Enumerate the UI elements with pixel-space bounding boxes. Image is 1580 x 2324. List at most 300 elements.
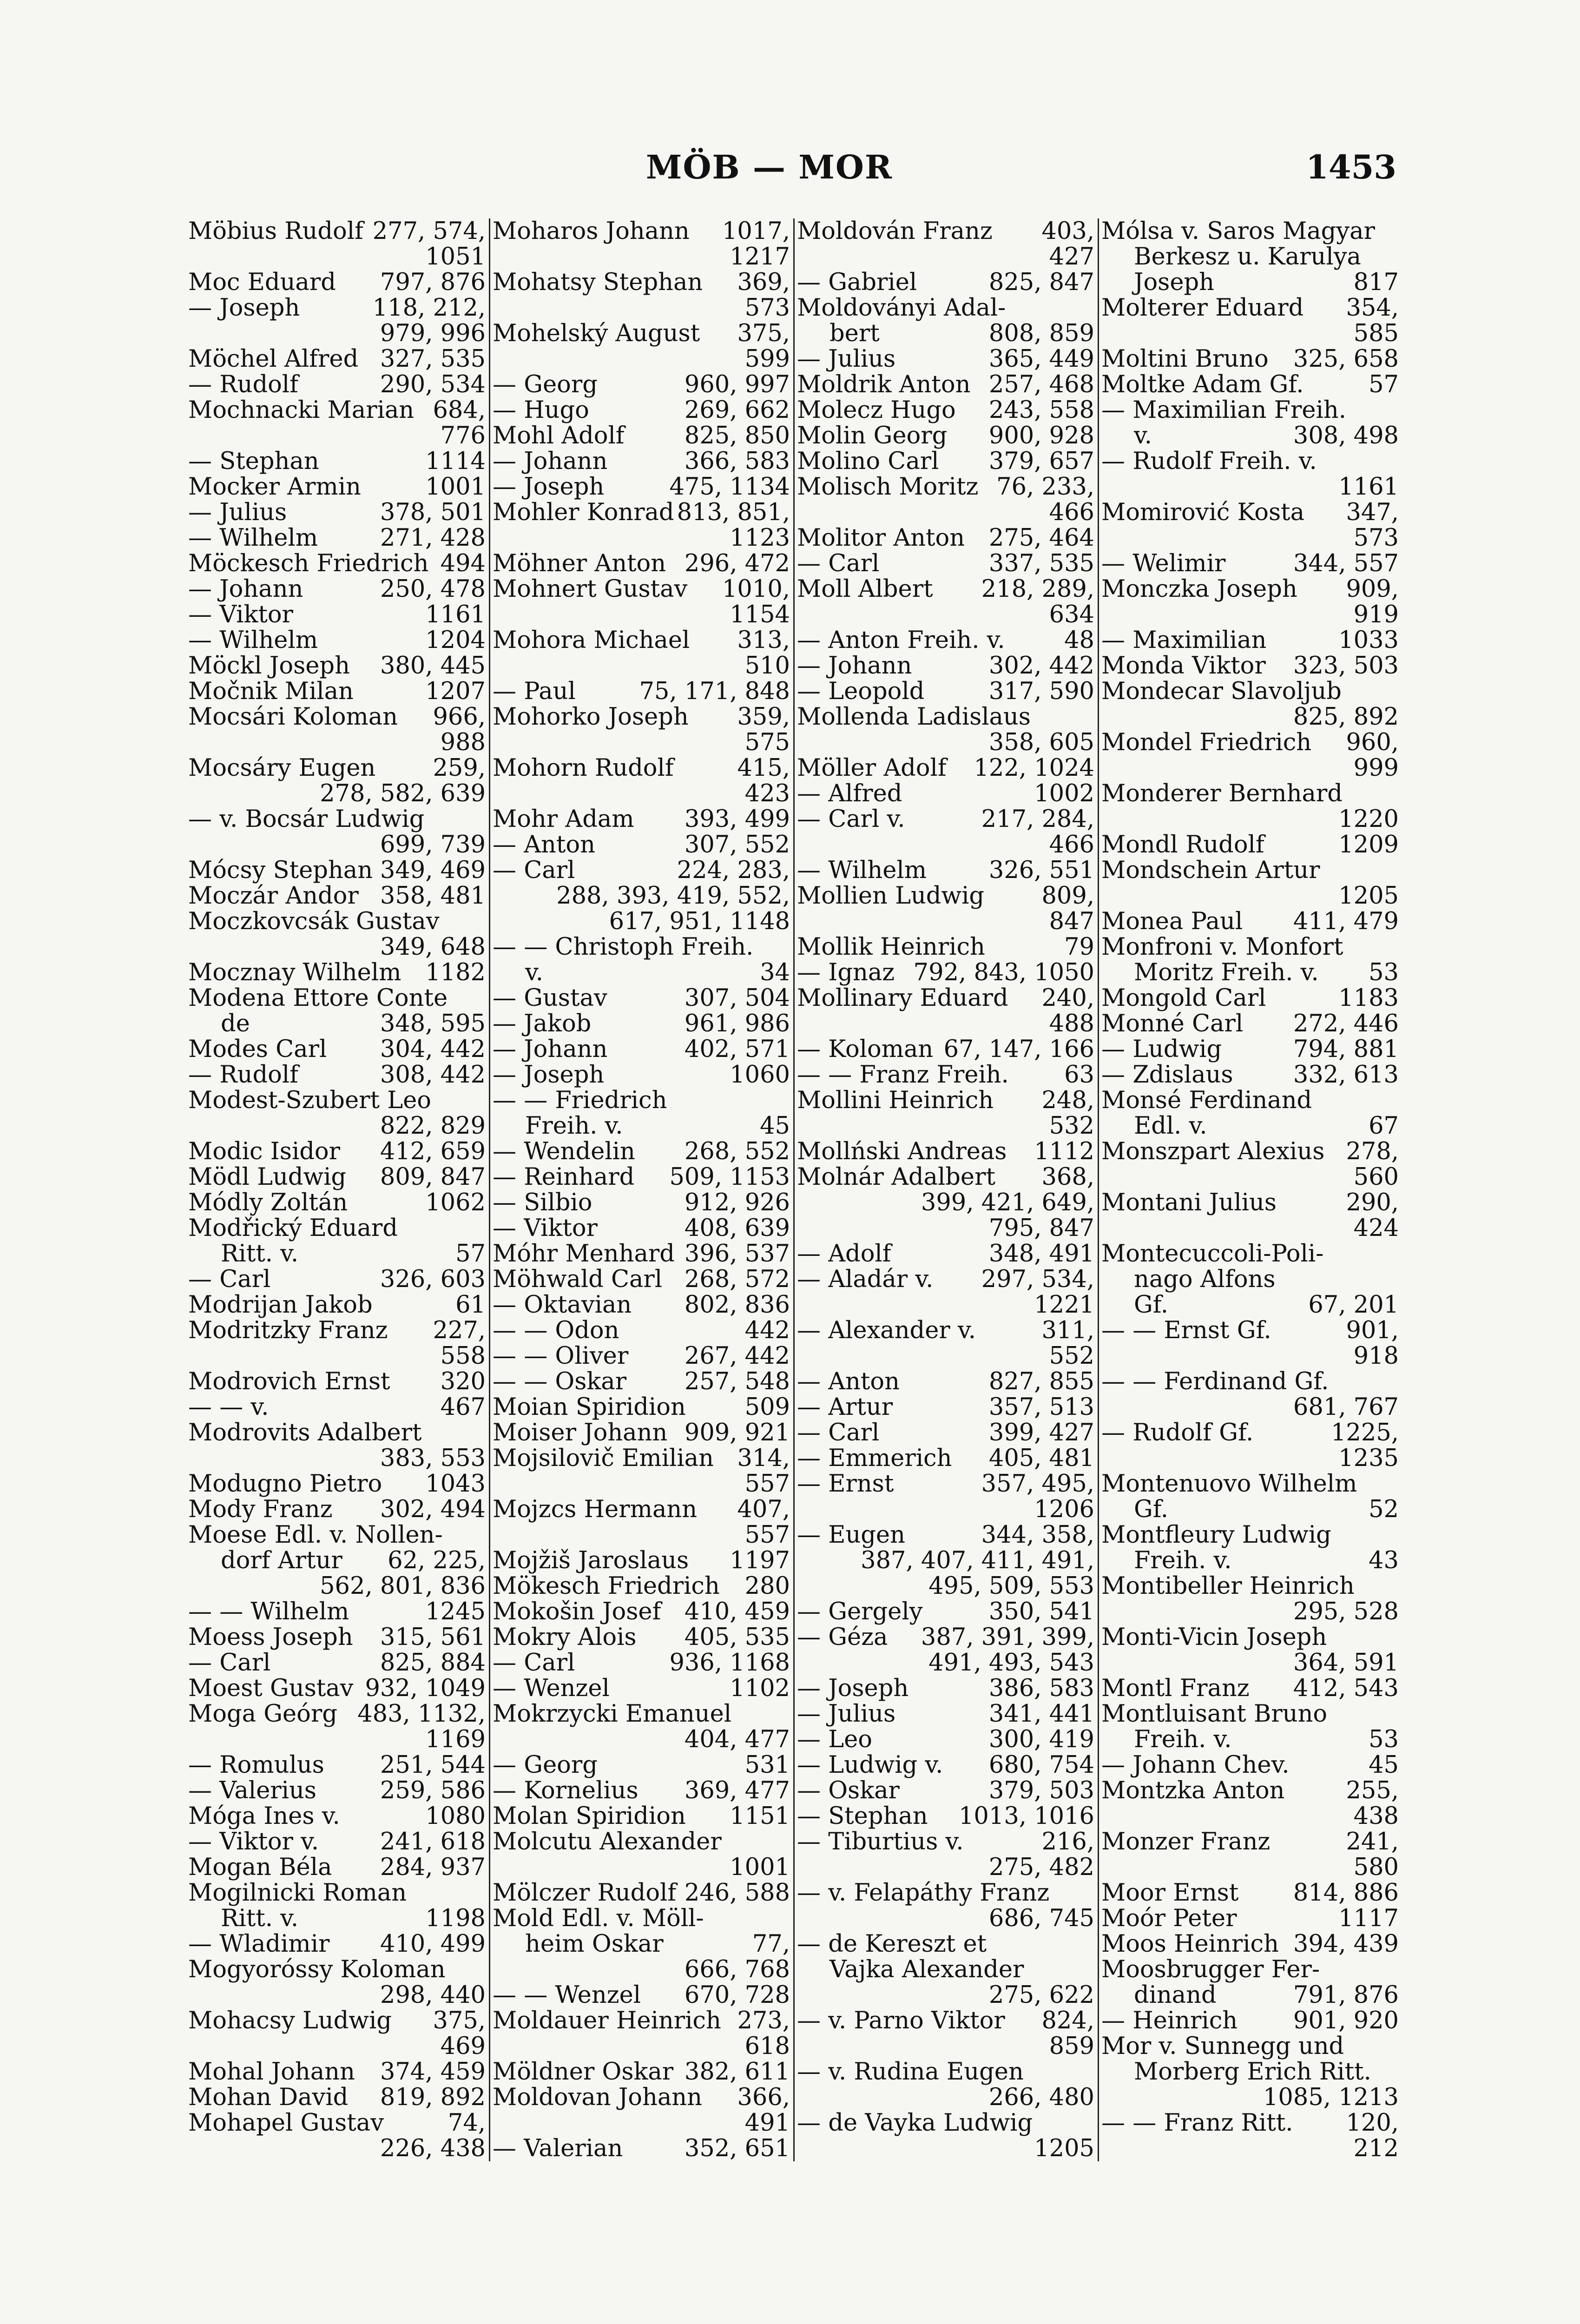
- entry-page-refs: 275, 464: [988, 524, 1094, 552]
- entry-name: — Aladár v.: [797, 1266, 934, 1293]
- entry-name: dinand: [1134, 1981, 1217, 2009]
- index-entry: [493, 1318, 790, 1343]
- index-entry: [493, 909, 790, 934]
- index-entry: [493, 985, 790, 1011]
- index-entry: [1101, 883, 1399, 909]
- index-entry: [1101, 781, 1399, 806]
- entry-page-refs: 344, 557: [1293, 550, 1399, 577]
- entry-name: — Wladimir: [188, 1930, 330, 1958]
- index-entry: [797, 1215, 1094, 1241]
- index-entry: [188, 270, 486, 295]
- index-entry: [797, 1676, 1094, 1701]
- index-entry: [188, 244, 486, 270]
- entry-page-refs: 410, 459: [684, 1598, 790, 1625]
- entry-page-refs: 960, 997: [684, 371, 790, 398]
- entry-name: Moest Gustav: [188, 1675, 354, 1702]
- index-entry: [1101, 270, 1399, 295]
- index-entry: [797, 1113, 1094, 1139]
- entry-name: Molan Spiridion: [493, 1802, 686, 1830]
- index-entry: [188, 1676, 486, 1701]
- index-entry: [797, 858, 1094, 883]
- entry-page-refs: 411, 479: [1293, 908, 1399, 935]
- entry-name: Vajka Alexander: [830, 1956, 1024, 1983]
- entry-name: Mondel Friedrich: [1101, 729, 1312, 756]
- entry-name: Mokošin Josef: [493, 1598, 661, 1625]
- entry-page-refs: 326, 603: [380, 1266, 486, 1293]
- entry-name: Ritt. v.: [221, 1905, 299, 1932]
- index-entry: [797, 1880, 1094, 1906]
- index-entry: [188, 704, 486, 730]
- page-number: 1453: [1306, 148, 1396, 186]
- index-entry: [188, 2034, 486, 2059]
- entry-page-refs: 809,: [1041, 882, 1094, 910]
- index-entry: [188, 1624, 486, 1650]
- index-entry: [797, 1497, 1094, 1522]
- entry-name: — Stephan: [797, 1802, 928, 1830]
- entry-name: — — Christoph Freih.: [493, 933, 754, 961]
- entry-page-refs: 960,: [1346, 729, 1399, 756]
- entry-page-refs: 273,: [737, 2007, 790, 2034]
- index-entry: [1101, 1164, 1399, 1190]
- entry-page-refs: 1161: [425, 601, 486, 628]
- entry-name: — Maximilian Freih.: [1101, 396, 1346, 424]
- index-entry: [188, 1548, 486, 1573]
- index-entry: [1101, 1037, 1399, 1062]
- entry-page-refs: 275, 482: [988, 1854, 1094, 1881]
- entry-name: Mollien Ludwig: [797, 882, 985, 910]
- entry-page-refs: 74,: [448, 2109, 486, 2137]
- entry-page-refs: 509: [744, 1393, 790, 1421]
- entry-name: Mold Edl. v. Möll-: [493, 1905, 704, 1932]
- entry-page-refs: 341, 441: [988, 1700, 1094, 1728]
- index-column-2: [493, 218, 790, 2161]
- entry-page-refs: 246, 588: [684, 1879, 790, 1907]
- entry-page-refs: 442: [744, 1317, 790, 1344]
- index-entry: [493, 1727, 790, 1752]
- entry-name: Monea Paul: [1101, 908, 1243, 935]
- index-entry: [188, 960, 486, 985]
- index-entry: [493, 1829, 790, 1855]
- entry-page-refs: 350, 541: [988, 1598, 1094, 1625]
- entry-page-refs: 1207: [425, 678, 486, 705]
- entry-page-refs: 259,: [433, 754, 486, 782]
- entry-name: Möchel Alfred: [188, 345, 359, 373]
- index-entry: [1101, 2034, 1399, 2059]
- entry-page-refs: 531: [744, 1751, 790, 1779]
- entry-page-refs: 909,: [1346, 575, 1399, 603]
- index-entry: [797, 1446, 1094, 1471]
- entry-page-refs: 412, 659: [380, 1138, 486, 1165]
- entry-name: Modena Ettore Conte: [188, 984, 448, 1012]
- index-entry: [1101, 806, 1399, 832]
- index-entry: [797, 704, 1094, 730]
- entry-page-refs: 266, 480: [988, 2084, 1094, 2111]
- entry-name: — Rudolf Freih. v.: [1101, 448, 1317, 475]
- index-entry: [188, 1164, 486, 1190]
- entry-name: Moian Spiridion: [493, 1393, 686, 1421]
- index-entry: [1101, 576, 1399, 602]
- entry-name: Monszpart Alexius: [1101, 1138, 1325, 1165]
- entry-name: Moczkovcsák Gustav: [188, 908, 440, 935]
- index-entry: [797, 244, 1094, 270]
- entry-name: Molitor Anton: [797, 524, 965, 552]
- entry-name: Mokrzycki Emanuel: [493, 1700, 732, 1728]
- entry-name: Ritt. v.: [221, 1240, 299, 1268]
- entry-name: Mökesch Friedrich: [493, 1572, 720, 1600]
- index-entry: [493, 1420, 790, 1446]
- index-entry: [1101, 551, 1399, 576]
- index-entry: [188, 934, 486, 960]
- entry-page-refs: 1060: [730, 1061, 790, 1089]
- entry-page-refs: 1080: [425, 1802, 486, 1830]
- entry-name: Möckesch Friedrich: [188, 550, 429, 577]
- entry-name: Montl Franz: [1101, 1675, 1250, 1702]
- index-entry: [188, 985, 486, 1011]
- index-entry: [1101, 1139, 1399, 1164]
- index-entry: [188, 1829, 486, 1855]
- index-entry: [493, 2059, 790, 2085]
- entry-name: bert: [830, 320, 880, 347]
- entry-name: — Valerius: [188, 1777, 316, 1804]
- entry-page-refs: 825, 850: [684, 422, 790, 449]
- index-entry: [493, 295, 790, 321]
- index-entry: [797, 525, 1094, 551]
- index-entry: [797, 1267, 1094, 1292]
- entry-name: Freih. v.: [525, 1112, 623, 1140]
- entry-name: — Johann: [493, 1036, 608, 1063]
- entry-page-refs: 999: [1353, 754, 1399, 782]
- index-entry: [493, 474, 790, 500]
- entry-name: Mody Franz: [188, 1496, 333, 1523]
- entry-page-refs: 349, 469: [380, 857, 486, 884]
- index-entry: [797, 1982, 1094, 2008]
- entry-name: — Gergely: [797, 1598, 923, 1625]
- index-entry: [797, 397, 1094, 423]
- entry-name: Mojsilovič Emilian: [493, 1445, 714, 1472]
- entry-page-refs: 268, 572: [684, 1266, 790, 1293]
- index-entry: [188, 832, 486, 858]
- index-entry: [1101, 346, 1399, 372]
- column-divider: [793, 218, 795, 2161]
- index-entry: [1101, 832, 1399, 858]
- index-entry: [188, 1522, 486, 1548]
- entry-page-refs: 387, 391, 399,: [921, 1624, 1094, 1651]
- entry-page-refs: 618: [744, 2033, 790, 2060]
- index-entry: [797, 909, 1094, 934]
- index-entry: [1101, 1855, 1399, 1880]
- entry-page-refs: 297, 534,: [981, 1266, 1094, 1293]
- entry-page-refs: 320: [440, 1368, 486, 1395]
- index-entry: [188, 883, 486, 909]
- index-entry: [797, 1062, 1094, 1088]
- index-entry: [1101, 2059, 1399, 2085]
- entry-name: — Anton Freih. v.: [797, 627, 1005, 654]
- index-entry: [1101, 985, 1399, 1011]
- entry-page-refs: 1205: [1034, 2135, 1094, 2162]
- entry-name: — Maximilian: [1101, 627, 1267, 654]
- entry-name: — Carl v.: [797, 805, 905, 833]
- index-entry: [1101, 1906, 1399, 1931]
- entry-page-refs: 313,: [737, 627, 790, 654]
- entry-name: Mondschein Artur: [1101, 857, 1320, 884]
- index-entry: [797, 449, 1094, 474]
- index-entry: [797, 755, 1094, 781]
- entry-name: nago Alfons: [1134, 1266, 1276, 1293]
- index-entry: [797, 1803, 1094, 1829]
- entry-page-refs: 366, 583: [684, 448, 790, 475]
- entry-page-refs: 1209: [1338, 831, 1399, 858]
- index-entry: [797, 372, 1094, 397]
- index-entry: [797, 1394, 1094, 1420]
- index-entry: [1101, 1190, 1399, 1215]
- entry-name: — Carl: [188, 1649, 271, 1677]
- index-entry: [493, 1650, 790, 1676]
- entry-page-refs: 288, 393, 419, 552,: [556, 882, 790, 910]
- entry-page-refs: 307, 552: [684, 831, 790, 858]
- index-entry: [1101, 295, 1399, 321]
- index-entry: [493, 1267, 790, 1292]
- index-entry: [188, 1190, 486, 1215]
- entry-page-refs: 323, 503: [1293, 652, 1399, 680]
- entry-name: — Joseph: [797, 1675, 909, 1702]
- entry-name: — Géza: [797, 1624, 888, 1651]
- index-entry: [493, 653, 790, 679]
- entry-page-refs: 1204: [425, 627, 486, 654]
- index-entry: [493, 858, 790, 883]
- entry-page-refs: 488: [1049, 1010, 1094, 1037]
- index-entry: [797, 346, 1094, 372]
- index-entry: [797, 295, 1094, 321]
- entry-name: — Carl: [493, 857, 575, 884]
- entry-name: Mohelský August: [493, 320, 700, 347]
- entry-page-refs: 491: [744, 2109, 790, 2137]
- entry-name: Mohnert Gustav: [493, 575, 688, 603]
- index-entry: [797, 1471, 1094, 1497]
- entry-page-refs: 365, 449: [988, 345, 1094, 373]
- index-entry: [1101, 1676, 1399, 1701]
- index-entry: [1101, 934, 1399, 960]
- index-entry: [188, 1139, 486, 1164]
- entry-name: Möckl Joseph: [188, 652, 350, 680]
- entry-page-refs: 284, 937: [380, 1854, 486, 1881]
- entry-name: — Silbio: [493, 1189, 592, 1216]
- entry-page-refs: 347,: [1346, 499, 1399, 526]
- entry-name: — Rudolf Gf.: [1101, 1419, 1254, 1446]
- entry-page-refs: 686, 745: [988, 1905, 1094, 1932]
- entry-name: — Joseph: [493, 1061, 605, 1089]
- entry-page-refs: 412, 543: [1293, 1675, 1399, 1702]
- index-entry: [188, 1931, 486, 1957]
- index-entry: [797, 653, 1094, 679]
- entry-name: Mohan David: [188, 2084, 349, 2111]
- entry-page-refs: 825, 847: [988, 269, 1094, 296]
- index-entry: [493, 397, 790, 423]
- entry-name: — Rudolf: [188, 371, 298, 398]
- entry-page-refs: 399, 421, 649,: [921, 1189, 1094, 1216]
- entry-name: Monczka Joseph: [1101, 575, 1297, 603]
- entry-name: — Valerian: [493, 2135, 623, 2162]
- entry-page-refs: 558: [440, 1342, 486, 1370]
- entry-name: — v. Rudina Eugen: [797, 2058, 1024, 2086]
- entry-name: v.: [1134, 422, 1152, 449]
- index-entry: [493, 1752, 790, 1778]
- entry-page-refs: 295, 528: [1293, 1598, 1399, 1625]
- entry-name: — Georg: [493, 1751, 598, 1779]
- index-entry: [188, 909, 486, 934]
- entry-page-refs: 1205: [1338, 882, 1399, 910]
- entry-page-refs: 617, 951, 1148: [609, 908, 790, 935]
- index-entry: [493, 781, 790, 806]
- index-entry: [797, 730, 1094, 755]
- index-entry: [493, 2034, 790, 2059]
- index-entry: [797, 679, 1094, 704]
- entry-name: Moldauer Heinrich: [493, 2007, 721, 2034]
- index-entry: [1101, 1778, 1399, 1803]
- index-entry: [797, 1752, 1094, 1778]
- index-entry: [1101, 1343, 1399, 1369]
- entry-page-refs: 901,: [1346, 1317, 1399, 1344]
- entry-page-refs: 61: [455, 1291, 486, 1319]
- entry-page-refs: 396, 537: [684, 1240, 790, 1268]
- index-entry: [1101, 244, 1399, 270]
- index-entry: [797, 781, 1094, 806]
- entry-page-refs: 1235: [1338, 1445, 1399, 1472]
- index-entry: [188, 500, 486, 525]
- entry-name: — Oktavian: [493, 1291, 632, 1319]
- entry-page-refs: 466: [1049, 831, 1094, 858]
- index-entry: [493, 1624, 790, 1650]
- index-entry: [188, 858, 486, 883]
- entry-name: Edl. v.: [1134, 1112, 1207, 1140]
- entry-page-refs: 241,: [1346, 1828, 1399, 1855]
- entry-name: Montfleury Ludwig: [1101, 1521, 1331, 1549]
- entry-name: Mojzcs Hermann: [493, 1496, 698, 1523]
- entry-page-refs: 277, 574,: [372, 218, 486, 245]
- entry-page-refs: 308, 498: [1293, 422, 1399, 449]
- entry-page-refs: 1220: [1338, 805, 1399, 833]
- index-entry: [1101, 627, 1399, 653]
- index-entry: [493, 679, 790, 704]
- entry-page-refs: 304, 442: [380, 1036, 486, 1063]
- entry-name: — Johann: [493, 448, 608, 475]
- index-entry: [188, 576, 486, 602]
- index-entry: [188, 1650, 486, 1676]
- entry-page-refs: 495, 509, 553: [928, 1572, 1094, 1600]
- entry-name: Mohora Michael: [493, 627, 690, 654]
- index-entry: [188, 1062, 486, 1088]
- index-entry: [493, 244, 790, 270]
- entry-name: — de Vayka Ludwig: [797, 2109, 1033, 2137]
- entry-name: Mohorn Rudolf: [493, 754, 674, 782]
- entry-page-refs: 634: [1049, 601, 1094, 628]
- index-entry: [188, 321, 486, 346]
- entry-name: Mohl Adolf: [493, 422, 625, 449]
- index-entry: [797, 1778, 1094, 1803]
- entry-name: — Carl: [493, 1649, 575, 1677]
- entry-name: — Julius: [797, 1700, 896, 1728]
- entry-page-refs: 315, 561: [380, 1624, 486, 1651]
- index-entry: [1101, 1062, 1399, 1088]
- entry-page-refs: 410, 499: [380, 1930, 486, 1958]
- entry-name: Mohorko Joseph: [493, 703, 689, 731]
- entry-name: — Julius: [188, 499, 287, 526]
- index-entry: [188, 372, 486, 397]
- entry-page-refs: 259, 586: [380, 1777, 486, 1804]
- index-entry: [797, 602, 1094, 627]
- entry-name: Modugno Pietro: [188, 1470, 382, 1498]
- entry-page-refs: 298, 440: [380, 1981, 486, 2009]
- index-entry: [188, 525, 486, 551]
- index-entry: [1101, 1267, 1399, 1292]
- entry-page-refs: 308, 442: [380, 1061, 486, 1089]
- index-entry: [1101, 372, 1399, 397]
- index-entry: [188, 1420, 486, 1446]
- index-entry: [1101, 653, 1399, 679]
- entry-page-refs: 76, 233,: [996, 473, 1094, 501]
- entry-name: Möhwald Carl: [493, 1266, 663, 1293]
- index-entry: [493, 1573, 790, 1599]
- entry-page-refs: 45: [1369, 1751, 1399, 1779]
- entry-name: Montenuovo Wilhelm: [1101, 1470, 1357, 1498]
- entry-page-refs: 1013, 1016: [958, 1802, 1094, 1830]
- index-entry: [493, 1113, 790, 1139]
- index-entry: [188, 1752, 486, 1778]
- entry-page-refs: 67, 201: [1308, 1291, 1399, 1319]
- entry-name: — Artur: [797, 1393, 893, 1421]
- entry-page-refs: 77,: [752, 1930, 790, 1958]
- entry-name: — — Oskar: [493, 1368, 627, 1395]
- index-entry: [188, 781, 486, 806]
- entry-page-refs: 57: [1369, 371, 1399, 398]
- entry-name: — Johann: [188, 575, 303, 603]
- index-entry: [188, 1292, 486, 1318]
- entry-name: — Ignaz: [797, 959, 895, 986]
- index-entry: [493, 1701, 790, 1727]
- entry-page-refs: 327, 535: [380, 345, 486, 373]
- entry-name: — Hugo: [493, 396, 589, 424]
- entry-page-refs: 573: [1353, 524, 1399, 552]
- entry-page-refs: 369,: [737, 269, 790, 296]
- entry-name: Mohal Johann: [188, 2058, 355, 2086]
- entry-page-refs: 302, 494: [380, 1496, 486, 1523]
- index-entry: [493, 1190, 790, 1215]
- page-title: MÖB — MOR: [646, 148, 893, 186]
- entry-page-refs: 402, 571: [684, 1036, 790, 1063]
- entry-page-refs: 212: [1353, 2135, 1399, 2162]
- entry-name: — Wilhelm: [188, 524, 318, 552]
- index-entry: [493, 1241, 790, 1267]
- entry-name: Moor Ernst: [1101, 1879, 1239, 1907]
- entry-page-refs: 280: [744, 1572, 790, 1600]
- index-entry: [188, 1369, 486, 1394]
- index-entry: [493, 321, 790, 346]
- index-entry: [493, 1906, 790, 1931]
- entry-name: Monné Carl: [1101, 1010, 1244, 1037]
- entry-page-refs: 1198: [425, 1905, 486, 1932]
- entry-name: Gf.: [1134, 1291, 1169, 1319]
- entry-name: Mor v. Sunnegg und: [1101, 2033, 1344, 2060]
- entry-page-refs: 797, 876: [380, 269, 486, 296]
- index-entry: [188, 1088, 486, 1113]
- entry-name: Molisch Moritz: [797, 473, 979, 501]
- entry-name: Möhner Anton: [493, 550, 666, 577]
- entry-page-refs: 901, 920: [1293, 2007, 1399, 2034]
- entry-page-refs: 918: [1353, 1342, 1399, 1370]
- entry-page-refs: 1002: [1034, 780, 1094, 807]
- index-entry: [1101, 449, 1399, 474]
- index-entry: [1101, 423, 1399, 449]
- entry-page-refs: 53: [1369, 959, 1399, 986]
